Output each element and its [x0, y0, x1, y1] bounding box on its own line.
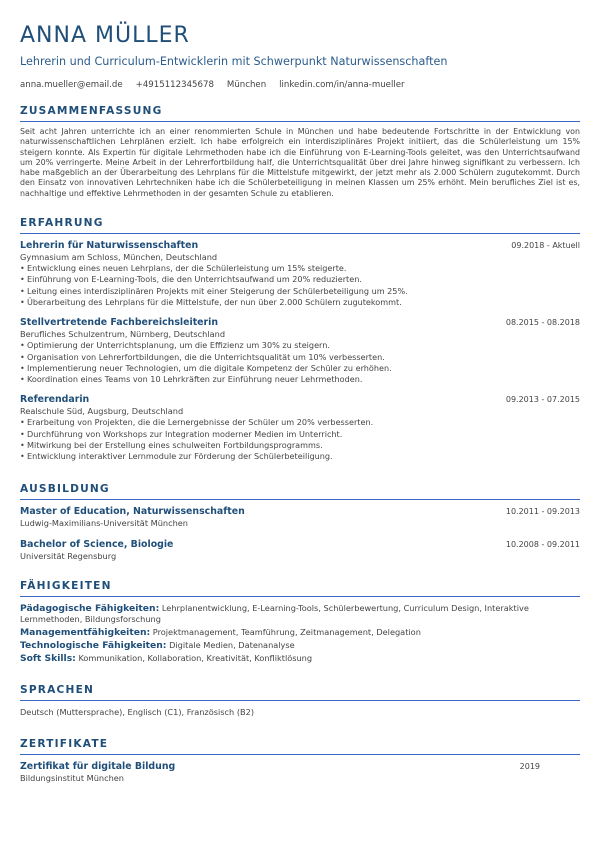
school-name: Ludwig-Maximilians-Universität München: [20, 517, 188, 528]
languages-text: Deutsch (Muttersprache), Englisch (C1), Französisch (B2): [20, 706, 255, 717]
candidate-name: ANNA MÜLLER: [20, 23, 190, 48]
list-item: • Durchführung von Workshops zur Integration moderner Medien im Unterricht.: [20, 429, 580, 440]
contact-linkedin[interactable]: linkedin.com/in/anna-mueller: [279, 80, 405, 90]
list-item: • Entwicklung interaktiver Lernmodule zur Förderung der Schülerbeteiligung.: [20, 451, 580, 462]
skill-text: Digitale Medien, Datenanalyse: [169, 639, 295, 650]
list-item: • Einführung von E-Learning-Tools, die den Unterrichtsaufwand um 20% reduzierten.: [20, 274, 580, 285]
job-title: Stellvertretende Fachbereichsleiterin: [20, 317, 219, 329]
skill-label: Pädagogische Fähigkeiten:: [20, 602, 160, 614]
contact-email[interactable]: anna.mueller@email.de: [20, 80, 123, 90]
section-divider: [20, 596, 580, 597]
job-title: Referendarin: [20, 394, 90, 406]
education-date: 10.2008 - 09.2011: [505, 539, 580, 549]
section-title: ERFAHRUNG: [20, 217, 104, 230]
certificate-issuer: Bildungsinstitut München: [20, 772, 124, 783]
job-bullets: [20, 417, 580, 462]
job-entry: [20, 240, 580, 308]
job-title: Lehrerin für Naturwissenschaften: [20, 240, 199, 252]
skill-label: Managementfähigkeiten:: [20, 626, 151, 638]
education-entry: [20, 506, 580, 529]
job-date: 09.2018 - Aktuell: [511, 241, 580, 251]
list-item: • Überarbeitung des Lehrplans für die Mittelstufe, der nun über 2.000 Schülern zugutekommt.: [20, 297, 580, 308]
job-entry: [20, 317, 580, 385]
summary-section: [20, 105, 580, 199]
skill-group: [20, 653, 580, 664]
job-date: 09.2013 - 07.2015: [505, 395, 580, 405]
skill-group: [20, 627, 580, 638]
job-bullets: [20, 340, 580, 385]
section-divider: [20, 499, 580, 500]
section-title: AUSBILDUNG: [20, 482, 110, 495]
section-divider: [20, 700, 580, 701]
list-item: • Entwicklung eines neuen Lehrplans, der die Schülerleistung um 15% steigerte.: [20, 263, 580, 274]
summary-text: Seit acht Jahren unterrichte ich an einer renommierten Schule in München und habe bedeutende Fortschritte in der Entwicklung von naturwissenschaftlichen Lehrplänen erzielt. Ich habe erfolgreich ein interdisziplinäres Projekt initiiert, das die Schülerleistung um 15% steigern konnte. Als Expertin für digitale Lehrmethoden habe ich die Einführung von E-Learning-Tools geleitet, was den Unterrichtsaufwand um 20% verringerte. Meine Arbeit in der Lehrerfortbildung half, die Unterrichtsqualität über drei Jahre hinweg signifikant zu verbessern. Ich habe maßgeblich an der Überarbeitung des Lehrplans für die Mittelstufe mitgewirkt, der jetzt mehr als 2.000 Schülern zugutekommt. Durch den Einsatz von innovativen Lehrtechniken habe ich die Schülerbeteiligung in meinen Klassen um 25% erhöht. Mein berufliches Ziel ist es, nachhaltige und effektive Lehrmethoden in der gesamten Schule zu etablieren.: [20, 127, 580, 198]
degree-title: Master of Education, Naturwissenschaften: [20, 505, 245, 517]
education-date: 10.2011 - 09.2013: [505, 506, 580, 516]
skill-label: Technologische Fähigkeiten:: [20, 639, 167, 651]
job-organization: Gymnasium am Schloss, München, Deutschland: [20, 252, 218, 263]
degree-title: Bachelor of Science, Biologie: [20, 538, 174, 550]
list-item: • Koordination eines Teams von 10 Lehrkräften zur Einführung neuer Lehrmethoden.: [20, 374, 580, 385]
school-name: Universität Regensburg: [20, 550, 117, 561]
list-item: • Optimierung der Unterrichtsplanung, um die Effizienz um 30% zu steigern.: [20, 340, 580, 351]
list-item: • Organisation von Lehrerfortbildungen, die die Unterrichtsqualität um 10% verbesserten.: [20, 352, 580, 363]
skill-text: Projektmanagement, Teamführung, Zeitmanagement, Delegation: [152, 626, 421, 637]
contact-phone[interactable]: +4915112345678: [135, 80, 214, 90]
certificates-section: [20, 738, 580, 784]
job-bullets: [20, 263, 580, 308]
certificate-entry: [20, 761, 580, 784]
section-title: FÄHIGKEITEN: [20, 579, 112, 592]
skill-label: Soft Skills:: [20, 652, 76, 664]
contact-line: [20, 79, 580, 91]
skill-group: [20, 603, 580, 625]
skill-text: Kommunikation, Kollaboration, Kreativität, Konfliktlösung: [78, 652, 313, 663]
education-entry: [20, 539, 580, 562]
job-subtitle: Lehrerin und Curriculum-Entwicklerin mit Schwerpunkt Naturwissenschaften: [20, 55, 448, 68]
job-organization: Berufliches Schulzentrum, Nürnberg, Deutschland: [20, 329, 226, 340]
section-title: ZERTIFIKATE: [20, 737, 109, 750]
section-divider: [20, 233, 580, 234]
job-date: 08.2015 - 08.2018: [505, 318, 580, 328]
contact-city: München: [226, 80, 267, 90]
list-item: • Leitung eines interdisziplinären Projekts mit einer Steigerung der Schülerbeteiligung um 25%.: [20, 286, 580, 297]
list-item: • Implementierung neuer Technologien, um die digitale Kompetenz der Schüler zu erhöhen.: [20, 363, 580, 374]
list-item: • Mitwirkung bei der Erstellung eines schulweiten Fortbildungsprogramms.: [20, 440, 580, 451]
section-divider: [20, 754, 580, 755]
education-section: [20, 483, 580, 562]
skill-group: [20, 640, 580, 651]
languages-section: [20, 684, 580, 718]
certificate-date: 2019: [519, 761, 540, 771]
section-title: ZUSAMMENFASSUNG: [20, 105, 163, 117]
section-divider: [20, 121, 580, 122]
job-organization: Realschule Süd, Augsburg, Deutschland: [20, 406, 184, 417]
skills-section: [20, 580, 580, 664]
section-title: SPRACHEN: [20, 683, 95, 696]
skill-text: Lehrplanentwicklung, E-Learning-Tools, Schülerbewertung, Curriculum Design, Interaktive Lernmethoden, Bildungsforschung: [20, 602, 529, 624]
certificate-name: Zertifikat für digitale Bildung: [20, 760, 176, 772]
list-item: • Erarbeitung von Projekten, die die Lernergebnisse der Schüler um 20% verbesserten.: [20, 417, 580, 428]
job-entry: [20, 394, 580, 462]
experience-section: [20, 217, 580, 463]
